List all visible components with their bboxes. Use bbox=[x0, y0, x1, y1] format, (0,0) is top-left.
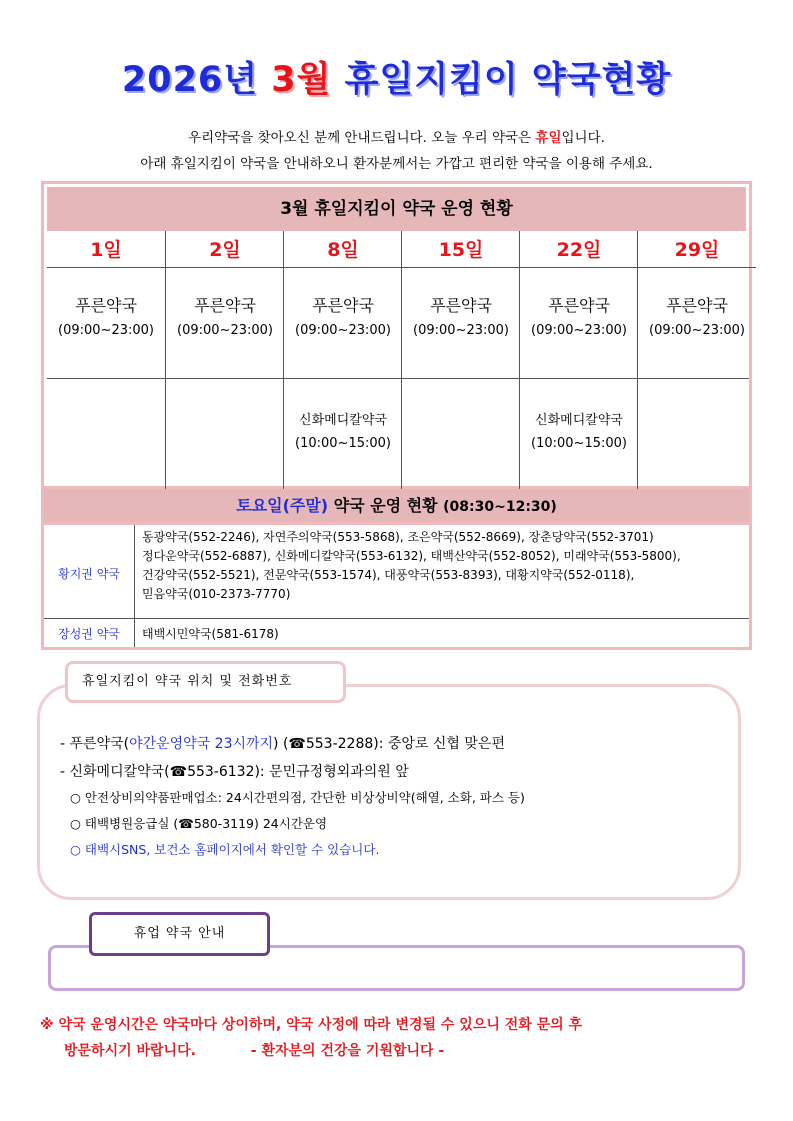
day-label: 22일 bbox=[520, 231, 638, 268]
column-divider bbox=[134, 525, 135, 647]
row-divider bbox=[47, 378, 749, 379]
location-tab: 휴일지킴이 약국 위치 및 전화번호 bbox=[65, 661, 346, 703]
notice-line: 방문하시기 바랍니다. - 환자분의 건강을 기원합니다 - bbox=[64, 1043, 445, 1059]
intro-line-1: 우리약국을 찾아오신 분께 안내드립니다. 오늘 우리 약국은 휴일입니다. bbox=[188, 130, 605, 146]
schedule-heading: 3월 휴일지킴이 약국 운영 현황 bbox=[47, 187, 746, 231]
day-column bbox=[520, 231, 638, 451]
day-label: 2일 bbox=[166, 231, 284, 268]
notice bbox=[40, 1012, 760, 1064]
holiday-schedule-table bbox=[41, 181, 752, 489]
column-divider bbox=[401, 231, 402, 489]
pharmacy-name: 푸른약국 bbox=[194, 296, 256, 315]
pharmacy-name: 푸른약국 bbox=[312, 296, 374, 315]
location-sub-item: ○ 안전상비의약품판매업소: 24시간편의점, 간단한 비상상비약(해열, 소화, 파스 등) bbox=[70, 790, 525, 805]
page-title: 2026년 3월 휴일지킴이 약국현황 bbox=[121, 60, 672, 100]
location-line: - 푸른약국(야간운영약국 23시까지) (☎553-2288): 중앙로 신협 맞은편 bbox=[60, 736, 505, 752]
list-item: 믿음약국(010-2373-7770) bbox=[142, 587, 291, 601]
location-sub-item: ○ 태백시SNS, 보건소 홈페이지에서 확인할 수 있습니다. bbox=[70, 842, 380, 857]
pharmacy-list bbox=[142, 528, 752, 604]
pharmacy-name: 푸른약국 bbox=[75, 296, 137, 315]
pharmacy-hours: (09:00~23:00) bbox=[177, 323, 273, 338]
pharmacy-hours: (09:00~23:00) bbox=[413, 323, 509, 338]
extra-pharmacy-hours: (10:00~15:00) bbox=[531, 436, 627, 451]
location-sub-item: ○ 태백병원응급실 (☎580-3119) 24시간운영 bbox=[70, 816, 328, 831]
column-divider bbox=[165, 231, 166, 489]
closed-pharmacy-tab: 휴업 약국 안내 bbox=[89, 912, 270, 956]
day-column bbox=[284, 231, 402, 451]
list-item: 태백시민약국(581-6178) bbox=[142, 627, 279, 641]
row-divider bbox=[44, 618, 749, 619]
day-label: 29일 bbox=[638, 231, 756, 268]
extra-pharmacy-name: 신화메디칼약국 bbox=[535, 413, 623, 428]
extra-pharmacy-name: 신화메디칼약국 bbox=[299, 413, 387, 428]
saturday-heading: 토요일(주말) 약국 운영 현황 (08:30~12:30) bbox=[41, 489, 752, 525]
pharmacy-hours: (09:00~23:00) bbox=[649, 323, 745, 338]
day-label: 1일 bbox=[47, 231, 165, 268]
list-item: 동광약국(552-2246), 자연주의약국(553-5868), 조은약국(552-8669), 장춘당약국(552-3701) bbox=[142, 530, 654, 544]
notice-line: ※ 약국 운영시간은 약국마다 상이하며, 약국 사정에 따라 변경될 수 있으니 전화 문의 후 bbox=[40, 1017, 583, 1033]
region-label: 장성권 약국 bbox=[58, 627, 120, 641]
list-item: 정다운약국(552-6887), 신화메디칼약국(553-6132), 태백산약국(552-8052), 미래약국(553-5800), bbox=[142, 549, 681, 563]
column-divider bbox=[637, 231, 638, 489]
extra-pharmacy-hours: (10:00~15:00) bbox=[295, 436, 391, 451]
day-column bbox=[166, 231, 284, 338]
region-label: 황지권 약국 bbox=[58, 567, 120, 581]
pharmacy-hours: (09:00~23:00) bbox=[58, 323, 154, 338]
pharmacy-name: 푸른약국 bbox=[548, 296, 610, 315]
location-line: - 신화메디칼약국(☎553-6132): 문민규정형외과의원 앞 bbox=[60, 764, 409, 780]
list-item: 건강약국(552-5521), 전문약국(553-1574), 대풍약국(553-8393), 대황지약국(552-0118), bbox=[142, 568, 635, 582]
pharmacy-hours: (09:00~23:00) bbox=[531, 323, 627, 338]
day-label: 8일 bbox=[284, 231, 402, 268]
intro-line-2: 아래 휴일지킴이 약국을 안내하오니 환자분께서는 가깝고 편리한 약국을 이용해 주세요. bbox=[140, 156, 653, 172]
saturday-table bbox=[41, 525, 752, 650]
pharmacy-hours: (09:00~23:00) bbox=[295, 323, 391, 338]
day-column bbox=[47, 231, 165, 338]
day-label: 15일 bbox=[402, 231, 520, 268]
pharmacy-name: 푸른약국 bbox=[430, 296, 492, 315]
day-column bbox=[402, 231, 520, 338]
pharmacy-name: 푸른약국 bbox=[666, 296, 728, 315]
day-column bbox=[638, 231, 756, 338]
